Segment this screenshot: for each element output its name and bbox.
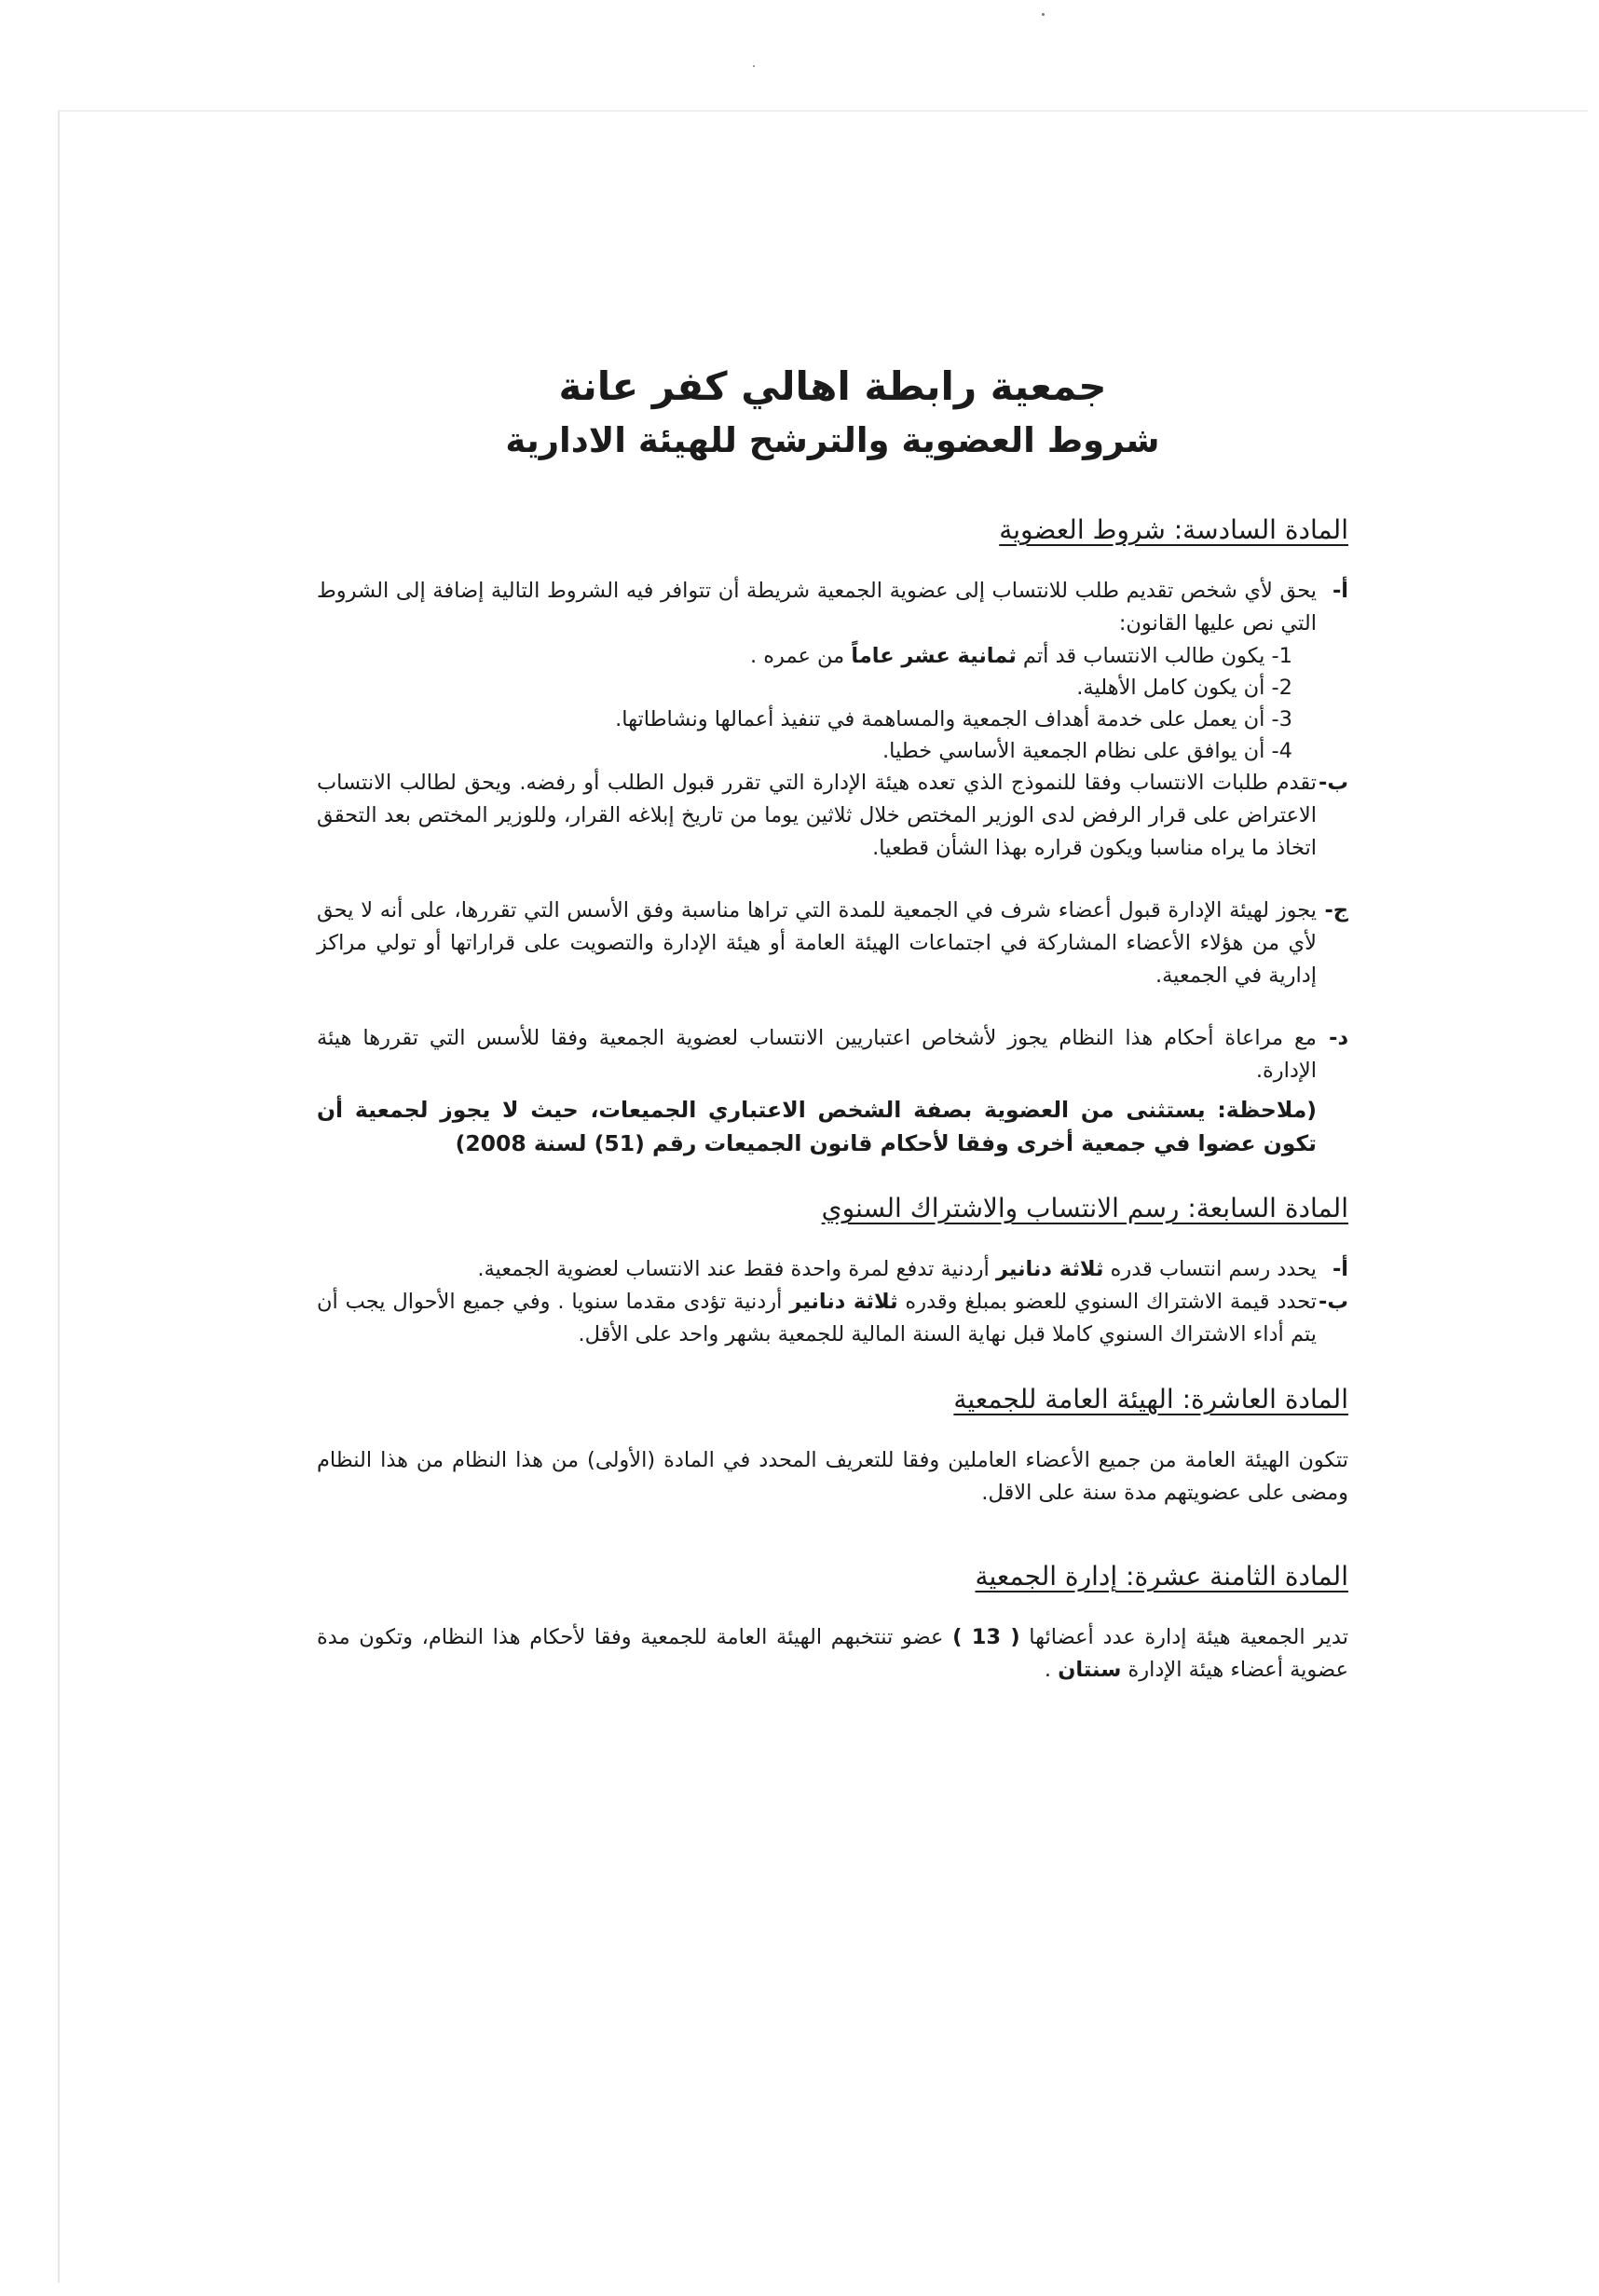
condition-number: 1- bbox=[1271, 644, 1292, 668]
article-18-heading: المادة الثامنة عشرة: إدارة الجمعية bbox=[975, 1561, 1348, 1592]
document-subtitle: شروط العضوية والترشح للهيئة الادارية bbox=[505, 420, 1160, 460]
condition-text: يكون طالب الانتساب قد أتم bbox=[1016, 644, 1265, 668]
text-middle: عضو تنتخبهم الهيئة العامة للجمعية وفقا لأحكام هذا النظام، وتكون مدة عضوية أعضاء هيئة الإدارة bbox=[317, 1625, 1348, 1682]
condition-number: 4- bbox=[1271, 739, 1292, 763]
article-6-clause-a bbox=[317, 575, 1348, 640]
condition-text: أن يوافق على نظام الجمعية الأساسي خطيا. bbox=[882, 739, 1265, 763]
clause-text: يجوز لهيئة الإدارة قبول أعضاء شرف في الجمعية للمدة التي تراها مناسبة وفق الأسس التي تقررها، على أنه لا يحق لأي من هؤلاء الأعضاء المشاركة في اجتماعات الهيئة العامة أو هيئة الإدارة والتصويت على قراراتها أو تولي مراكز إدارية في الجمعية. bbox=[317, 898, 1317, 988]
clause-marker: أ- bbox=[1332, 1257, 1348, 1281]
article-6-clause-d bbox=[317, 1022, 1348, 1087]
article-7-clause-a bbox=[317, 1253, 1348, 1286]
text-start: تدير الجمعية هيئة إدارة عدد أعضائها bbox=[1019, 1625, 1349, 1649]
condition-bold-text: ثمانية عشر عاماً bbox=[851, 644, 1017, 668]
term-length: سنتان bbox=[1058, 1658, 1122, 1682]
clause-marker: ب- bbox=[1319, 771, 1348, 795]
article-7-heading: المادة السابعة: رسم الانتساب والاشتراك السنوي bbox=[821, 1193, 1348, 1223]
clause-text bbox=[317, 1286, 1317, 1351]
legal-note: (ملاحظة: يستثنى من العضوية بصفة الشخص الاعتباري الجميعات، حيث لا يجوز لجمعية أن تكون عضوا في جمعية أخرى وفقا لأحكام قانون الجميعات رقم (51) لسنة 2008) bbox=[317, 1097, 1317, 1156]
clause-text-start: يحدد رسم انتساب قدره bbox=[1103, 1257, 1317, 1281]
clause-text-end: أردنية تؤدى مقدما سنويا . وفي جميع الأحوال يجب أن يتم أداء الاشتراك السنوي كاملا قبل نهاية السنة المالية للجمعية بشهر واحد على الأقل. bbox=[317, 1290, 1317, 1346]
article-10-text: تتكون الهيئة العامة من جميع الأعضاء العاملين وفقا للتعريف المحدد في المادة (الأولى) من هذا النظام من هذا النظام ومضى على عضويتهم مدة سنة على الاقل. bbox=[317, 1448, 1348, 1505]
article-7-clause-b bbox=[317, 1286, 1348, 1351]
condition-item bbox=[317, 640, 1348, 672]
scan-speck bbox=[1042, 13, 1045, 16]
document-body bbox=[317, 359, 1348, 1687]
article-6-clause-c bbox=[317, 895, 1348, 992]
article-18-text bbox=[317, 1621, 1348, 1687]
clause-marker: ج- bbox=[1324, 898, 1348, 922]
condition-text: أن يعمل على خدمة أهداف الجمعية والمساهمة في تنفيذ أعمالها ونشاطاتها. bbox=[615, 707, 1265, 731]
member-count: ( 13 ) bbox=[952, 1625, 1020, 1649]
text-end: . bbox=[1044, 1658, 1059, 1682]
condition-text-end: من عمره . bbox=[749, 644, 852, 668]
article-10-heading: المادة العاشرة: الهيئة العامة للجمعية bbox=[953, 1384, 1348, 1414]
condition-number: 3- bbox=[1271, 707, 1292, 731]
clause-text bbox=[317, 1253, 1317, 1286]
clause-marker: ب- bbox=[1319, 1290, 1348, 1314]
fee-amount: ثلاثة دنانير bbox=[789, 1290, 898, 1314]
article-6-heading: المادة السادسة: شروط العضوية bbox=[999, 514, 1348, 545]
clause-text-start: تحدد قيمة الاشتراك السنوي للعضو بمبلغ وقدره bbox=[897, 1290, 1317, 1314]
clause-text: يحق لأي شخص تقديم طلب للانتساب إلى عضوية الجمعية شريطة أن تتوافر فيه الشروط التالية إضافة إلى الشروط التي نص عليها القانون: bbox=[317, 579, 1317, 636]
clause-text: مع مراعاة أحكام هذا النظام يجوز لأشخاص اعتباريين الانتساب لعضوية الجمعية وفقا للأسس التي تقررها هيئة الإدارة. bbox=[317, 1026, 1317, 1083]
condition-text: أن يكون كامل الأهلية. bbox=[1076, 676, 1265, 700]
condition-number: 2- bbox=[1271, 676, 1292, 700]
clause-marker: د- bbox=[1329, 1026, 1348, 1050]
condition-item bbox=[317, 672, 1348, 704]
clause-marker: أ- bbox=[1332, 579, 1348, 603]
clause-text-end: أردنية تدفع لمرة واحدة فقط عند الانتساب لعضوية الجمعية. bbox=[477, 1257, 996, 1281]
article-6-clause-b bbox=[317, 767, 1348, 865]
condition-item bbox=[317, 704, 1348, 735]
clause-text: تقدم طلبات الانتساب وفقا للنموذج الذي تعده هيئة الإدارة التي تقرر قبول الطلب أو رفضه. ويحق لطالب الانتساب الاعتراض على قرار الرفض لدى الوزير المختص خلال ثلاثين يوما من تاريخ إبلاغه القرار، وللوزير المختص بعد التحقق اتخاذ ما يراه مناسبا ويكون قراره بهذا الشأن قطعيا. bbox=[317, 771, 1317, 860]
document-title: جمعية رابطة اهالي كفر عانة bbox=[558, 363, 1107, 409]
scan-speck bbox=[753, 65, 755, 67]
condition-item bbox=[317, 735, 1348, 767]
fee-amount: ثلاثة دنانير bbox=[995, 1257, 1104, 1281]
